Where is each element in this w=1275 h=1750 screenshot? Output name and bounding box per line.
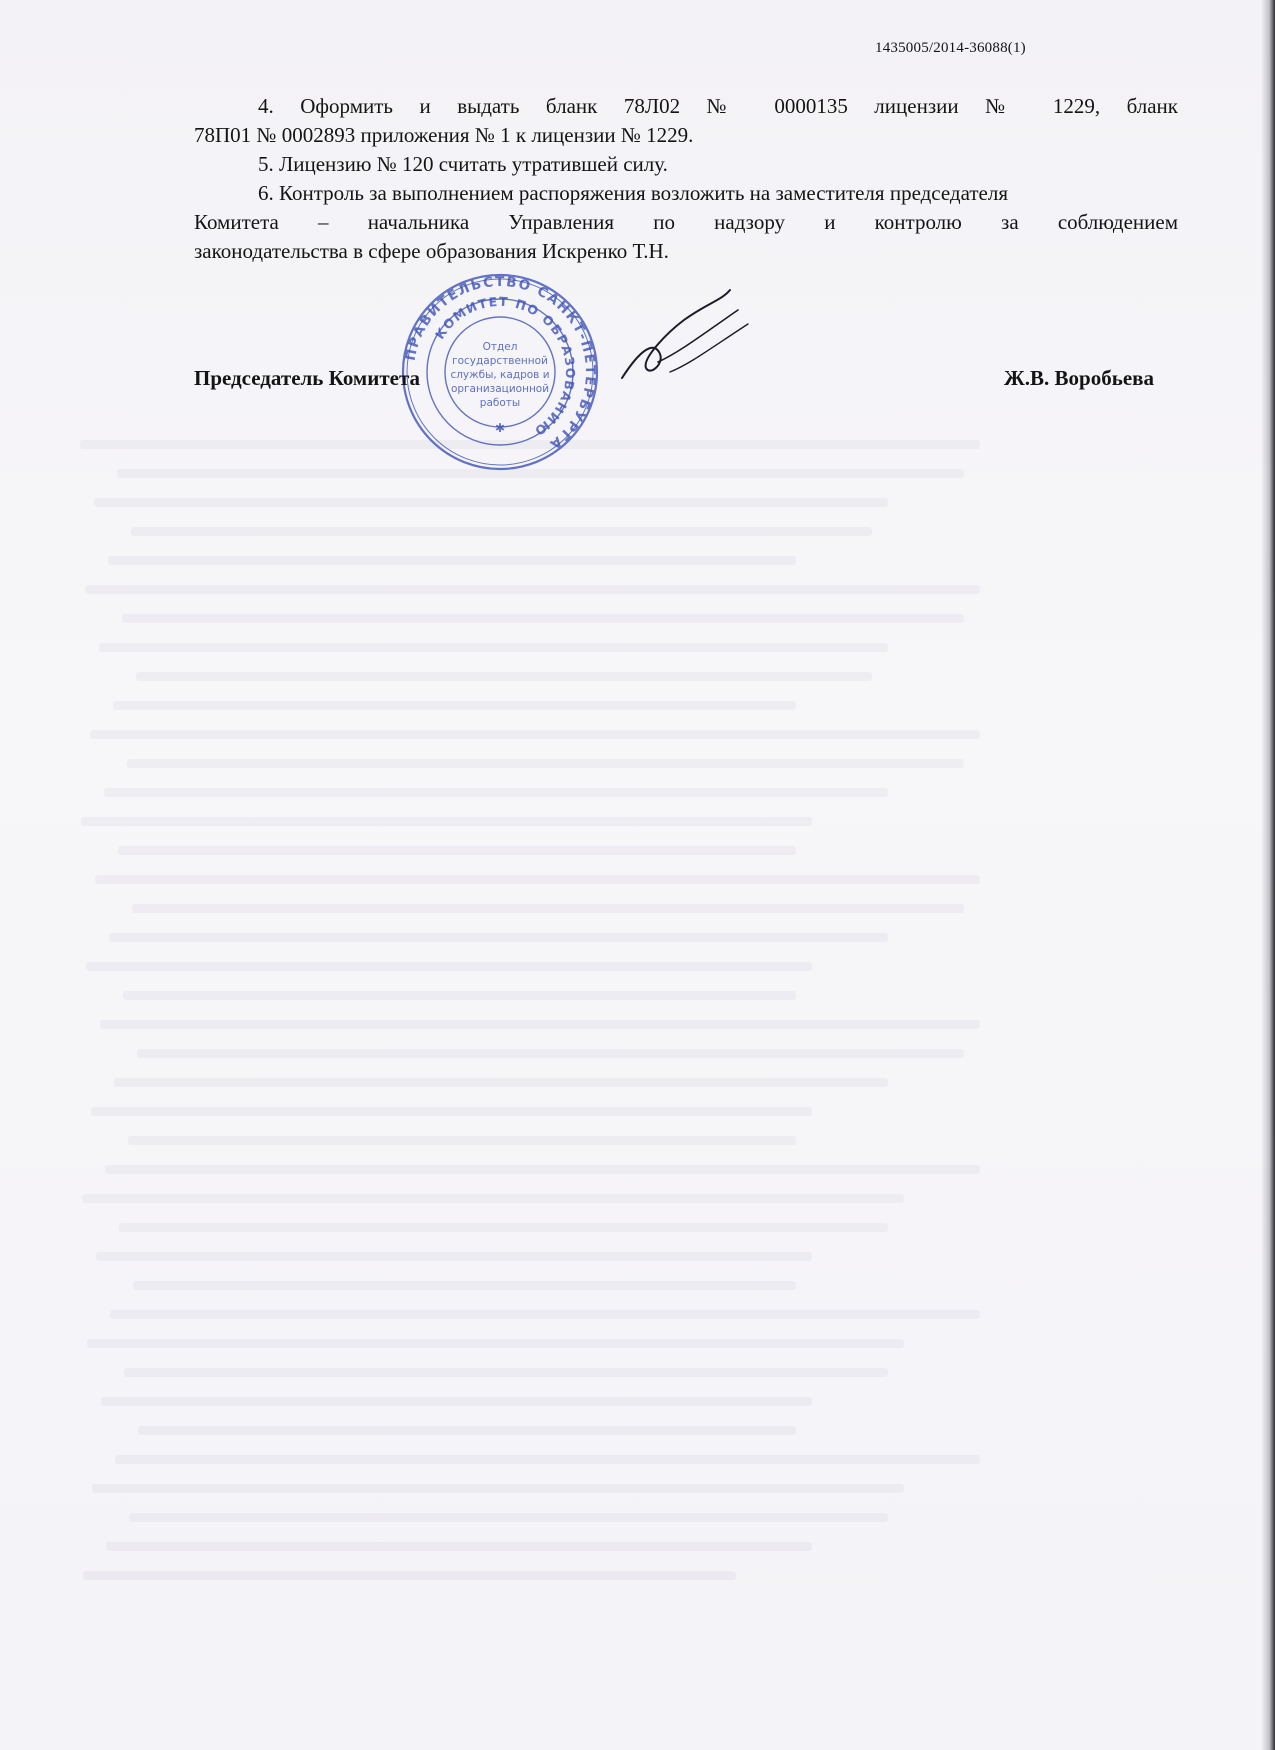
bleed-through-line	[131, 527, 872, 536]
clause-6-line-2: Комитета – начальника Управления по надзору и контролю за соблюдением	[194, 210, 1178, 234]
bleed-through-line	[83, 1571, 736, 1580]
clause-6-line-3: законодательства в сфере образования Искренко Т.Н.	[194, 239, 669, 263]
bleed-through-line	[96, 1252, 812, 1261]
bleed-through-line	[106, 1542, 812, 1551]
bleed-through-line	[137, 1049, 964, 1058]
signature-scribble-icon	[610, 280, 760, 400]
bleed-through-line	[105, 1165, 980, 1174]
bleed-through-line	[95, 875, 980, 884]
official-stamp	[400, 272, 600, 472]
bleed-through-line	[82, 1194, 904, 1203]
bleed-through-line	[99, 643, 888, 652]
bleed-through-line	[129, 1513, 888, 1522]
bleed-through-line	[85, 585, 980, 594]
stamp-inner-text: КОМИТЕТ ПО ОБРАЗОВАНИЮ	[431, 293, 579, 440]
bleed-through-line	[81, 817, 812, 826]
bleed-through-line	[100, 1020, 980, 1029]
stamp-center-line-1: Отдел	[482, 341, 518, 353]
bleed-through-line	[128, 1136, 796, 1145]
bleed-through-line	[108, 556, 796, 565]
bleed-through-line	[122, 614, 964, 623]
bleed-through-line	[114, 1078, 888, 1087]
bleed-through-line	[110, 1310, 980, 1319]
bleed-through-line	[109, 933, 888, 942]
bleed-through-line	[136, 672, 872, 681]
bleed-through-line	[86, 962, 812, 971]
bleed-through-line	[87, 1339, 904, 1348]
stamp-outer-text: ПРАВИТЕЛЬСТВО САНКТ-ПЕТЕРБУРГА	[402, 273, 599, 453]
bleed-through-line	[94, 498, 888, 507]
clause-6-line-1: 6. Контроль за выполнением распоряжения возложить на заместителя председателя	[258, 181, 1009, 205]
stamp-center-line-5: работы	[479, 397, 521, 409]
bleed-through-line	[115, 1455, 980, 1464]
stamp-center-line-2: государственной	[452, 355, 548, 367]
stamp-center-line-4: организационной	[450, 383, 550, 395]
stamp-star-icon: ✱	[494, 421, 506, 435]
signer-name: Ж.В. Воробьева	[1004, 366, 1154, 390]
bleed-through-line	[127, 759, 964, 768]
clause-5: 5. Лицензию № 120 считать утратившей силу.	[258, 152, 668, 176]
bleed-through-line	[92, 1484, 904, 1493]
bleed-through-line	[133, 1281, 796, 1290]
bleed-through-line	[90, 730, 980, 739]
document-number: 1435005/2014-36088(1)	[875, 40, 1026, 56]
bleed-through-line	[118, 846, 796, 855]
document-body	[194, 92, 1178, 266]
bleed-through-line	[119, 1223, 888, 1232]
clause-4-line-2: 78П01 № 0002893 приложения № 1 к лицензии № 1229.	[194, 123, 694, 147]
signer-title: Председатель Комитета	[194, 366, 421, 390]
bleed-through-line	[138, 1426, 796, 1435]
bleed-through-line	[104, 788, 888, 797]
handwritten-signature	[610, 280, 760, 400]
clause-4-line-1: 4. Оформить и выдать бланк 78Л02 № 0000135 лицензии № 1229, бланк	[258, 94, 1178, 118]
bleed-through-line	[113, 701, 796, 710]
stamp-seal-icon	[400, 272, 600, 472]
bleed-through-line	[91, 1107, 812, 1116]
bleed-through-line	[132, 904, 964, 913]
page-edge-shadow	[1261, 0, 1275, 1750]
bleed-through-line	[124, 1368, 888, 1377]
bleed-through-line	[101, 1397, 812, 1406]
stamp-center-line-3: службы, кадров и	[450, 369, 550, 381]
bleed-through-line	[123, 991, 796, 1000]
